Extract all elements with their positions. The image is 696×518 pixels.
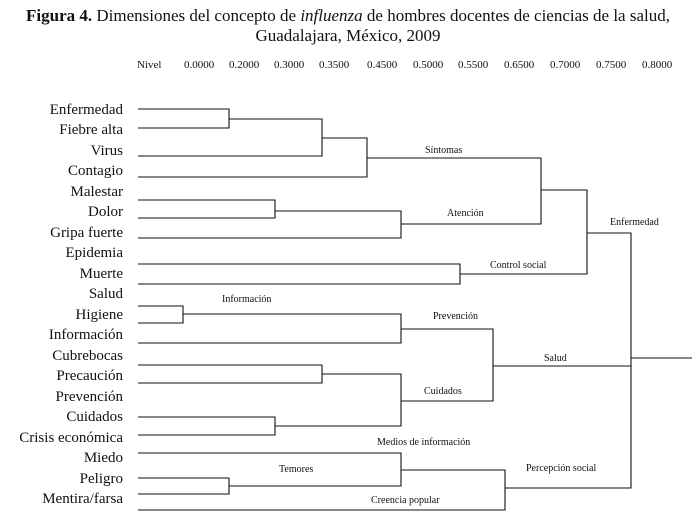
leaf-label: Peligro bbox=[79, 471, 123, 487]
leaf-label: Fiebre alta bbox=[59, 122, 123, 138]
leaf-label: Enfermedad bbox=[49, 102, 123, 118]
cluster-label-prevencion: Prevención bbox=[433, 311, 478, 322]
leaf-label: Higiene bbox=[75, 307, 123, 323]
branch bbox=[275, 374, 401, 426]
leaf-label: Mentira/farsa bbox=[42, 491, 123, 507]
cluster-label-sintomas: Síntomas bbox=[425, 145, 463, 156]
branch bbox=[138, 109, 229, 128]
branch bbox=[138, 119, 322, 156]
leaf-label: Epidemia bbox=[65, 245, 123, 261]
leaf-label: Gripa fuerte bbox=[50, 225, 123, 241]
axis-tick: 0.7500 bbox=[596, 59, 627, 71]
branch bbox=[138, 453, 401, 486]
title-line-2: Guadalajara, México, 2009 bbox=[255, 26, 441, 45]
title-text-after: de hombres docentes de ciencias de la salud, bbox=[366, 6, 670, 25]
leaf-label: Virus bbox=[90, 143, 123, 159]
branch bbox=[138, 314, 401, 343]
branch bbox=[138, 306, 183, 323]
cluster-label-informacion: Información bbox=[222, 294, 272, 305]
leaf-labels bbox=[19, 102, 123, 507]
axis-tick: 0.8000 bbox=[642, 59, 673, 71]
branch bbox=[587, 233, 631, 366]
figure-number: Figura 4. bbox=[26, 6, 93, 25]
leaf-label: Muerte bbox=[79, 266, 123, 282]
leaf-label: Miedo bbox=[83, 450, 123, 466]
cluster-label-cuidados: Cuidados bbox=[424, 386, 462, 397]
axis-tick: 0.7000 bbox=[550, 59, 581, 71]
branch bbox=[138, 264, 460, 284]
cluster-label-percepcion-social: Percepción social bbox=[526, 463, 597, 474]
leaf-label: Dolor bbox=[88, 204, 123, 220]
axis-tick: 0.3500 bbox=[319, 59, 350, 71]
axis-ticks bbox=[184, 59, 673, 71]
leaf-label: Contagio bbox=[68, 163, 123, 179]
axis-tick: 0.3000 bbox=[274, 59, 305, 71]
branch bbox=[138, 200, 275, 218]
branch bbox=[138, 211, 401, 238]
leaf-label: Salud bbox=[88, 286, 123, 302]
leaf-label: Cubrebocas bbox=[52, 348, 123, 364]
branch bbox=[138, 470, 505, 510]
cluster-label-creencia-popular: Creencia popular bbox=[371, 495, 440, 506]
axis-header: Nivel bbox=[137, 59, 162, 71]
axis-tick: 0.5500 bbox=[458, 59, 489, 71]
branch bbox=[138, 478, 229, 494]
leaf-label: Malestar bbox=[70, 184, 123, 200]
leaf-label: Prevención bbox=[55, 389, 123, 405]
branch bbox=[138, 365, 322, 383]
cluster-label-temores: Temores bbox=[279, 464, 314, 475]
cluster-label-control-social: Control social bbox=[490, 260, 547, 271]
leaf-label: Cuidados bbox=[66, 409, 123, 425]
axis-tick: 0.4500 bbox=[367, 59, 398, 71]
axis-tick: 0.0000 bbox=[184, 59, 215, 71]
cluster-label-salud: Salud bbox=[544, 353, 567, 364]
axis-tick: 0.5000 bbox=[413, 59, 444, 71]
cluster-label-atencion: Atención bbox=[447, 208, 484, 219]
dendrogram-branches bbox=[138, 109, 692, 510]
leaf-label: Precaución bbox=[56, 368, 123, 384]
leaf-label: Crisis económica bbox=[19, 430, 123, 446]
title-text-before: Dimensiones del concepto de bbox=[96, 6, 297, 25]
axis-tick: 0.2000 bbox=[229, 59, 260, 71]
branch bbox=[138, 138, 367, 177]
cluster-label-enfermedad: Enfermedad bbox=[610, 217, 659, 228]
title-emphasis: influenza bbox=[300, 6, 363, 25]
branch bbox=[138, 417, 275, 435]
leaf-label: Información bbox=[48, 327, 123, 343]
cluster-label-medios: Medios de información bbox=[377, 437, 471, 448]
axis-tick: 0.6500 bbox=[504, 59, 535, 71]
cluster-labels bbox=[222, 145, 659, 506]
